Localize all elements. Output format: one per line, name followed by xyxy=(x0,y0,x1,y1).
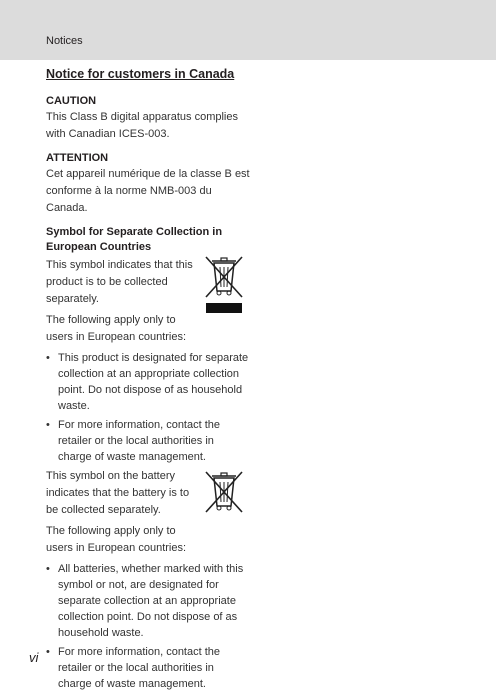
caution-text: This Class B digital apparatus complies with Canadian ICES-003. xyxy=(46,111,238,140)
list-item: • For more information, contact the retailer or the local authorities in charge of waste management. xyxy=(46,646,221,690)
battery-symbol-intro: This symbol on the battery indicates that the battery is to be collected separately. xyxy=(46,470,190,516)
page-number: vi xyxy=(29,650,39,665)
header-band xyxy=(0,0,496,60)
separate-collection-heading: Symbol for Separate Collection in European Countries xyxy=(46,226,223,253)
bullet-text: For more information, contact the retailer or the local authorities in charge of waste management. xyxy=(58,419,221,463)
product-apply-text: The following apply only to users in European countries: xyxy=(46,314,187,343)
list-item: • All batteries, whether marked with this symbol or not, are designated for separate collection at an appropriate collection point. Do not dispose of as household waste. xyxy=(46,563,244,639)
attention-text: Cet appareil numérique de la classe B est conforme à la norme NMB-003 du Canada. xyxy=(46,168,250,214)
bullet-text: For more information, contact the retailer or the local authorities in charge of waste management. xyxy=(58,646,221,690)
caution-heading: CAUTION xyxy=(46,95,97,107)
list-item: • This product is designated for separate collection at an appropriate collection point. Do not dispose of as household waste. xyxy=(46,352,249,412)
battery-bullets xyxy=(46,561,250,692)
product-bullets xyxy=(46,350,250,465)
attention-heading: ATTENTION xyxy=(46,152,109,164)
crossed-bin-icon xyxy=(204,255,244,322)
bullet-text: This product is designated for separate collection at an appropriate collection point. Do not dispose of as household waste. xyxy=(58,352,249,412)
crossed-bin-battery-icon xyxy=(204,470,244,519)
section-title: Notice for customers in Canada xyxy=(46,67,235,81)
product-symbol-block xyxy=(46,257,250,346)
product-symbol-intro: This symbol indicates that this product is to be collected separately. xyxy=(46,259,193,305)
battery-apply-text: The following apply only to users in European countries: xyxy=(46,525,187,554)
content xyxy=(46,66,250,695)
bullet-text: All batteries, whether marked with this symbol or not, are designated for separate collection at an appropriate collection point. Do not dispose of as household waste. xyxy=(58,563,244,639)
list-item: • For more information, contact the retailer or the local authorities in charge of waste management. xyxy=(46,419,221,463)
battery-symbol-block xyxy=(46,468,250,557)
header-title: Notices xyxy=(46,35,83,47)
